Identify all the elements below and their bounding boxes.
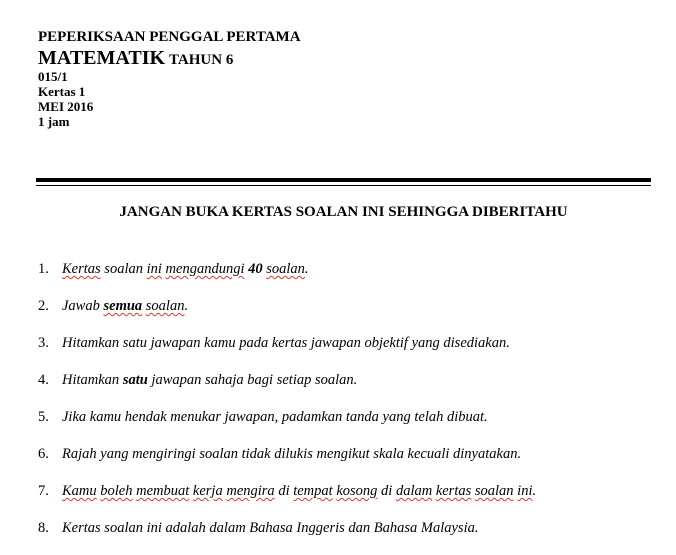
instruction-item — [38, 518, 536, 555]
instruction-word: di — [377, 483, 396, 499]
divider-thin — [36, 185, 651, 186]
instruction-item — [38, 407, 536, 444]
instruction-word: membuat — [136, 483, 190, 499]
emphasis-word: satu — [122, 372, 148, 388]
instruction-item — [38, 481, 536, 518]
instruction-text — [62, 261, 309, 277]
instruction-text: Jika kamu hendak menukar jawapan, padamkan tanda yang telah dibuat. — [62, 409, 488, 425]
instruction-word: dalam — [395, 483, 433, 499]
subject-line — [38, 48, 301, 70]
instruction-text — [62, 483, 536, 499]
exam-title: PEPERIKSAAN PENGGAL PERTAMA — [38, 29, 301, 45]
instruction-word: ini — [517, 483, 533, 499]
instruction-word: tempat — [293, 483, 333, 499]
instruction-word: . — [304, 261, 309, 277]
question-count: 40 — [248, 261, 263, 277]
instruction-number: 6. — [38, 446, 49, 462]
instruction-word: soalan — [266, 261, 305, 277]
emphasis-word: semua — [103, 298, 143, 314]
exam-header — [38, 30, 301, 130]
instruction-word: mengira — [226, 483, 275, 499]
instruction-word: soalan — [474, 483, 514, 499]
instruction-text — [62, 372, 357, 388]
instruction-word: kertas — [435, 483, 472, 499]
instruction-text: Kertas soalan ini adalah dalam Bahasa Inggeris dan Bahasa Malaysia. — [62, 520, 479, 536]
instruction-word: . — [532, 483, 537, 499]
instruction-item — [38, 444, 536, 481]
instruction-number: 3. — [38, 335, 49, 351]
instruction-number: 4. — [38, 372, 49, 388]
instruction-word: Kamu — [62, 483, 97, 499]
instruction-word: ini — [146, 261, 162, 277]
instruction-word: mengandungi — [165, 261, 245, 277]
instruction-word: kosong — [336, 483, 378, 499]
notice-heading: JANGAN BUKA KERTAS SOALAN INI SEHINGGA DIBERITAHU — [119, 204, 568, 220]
instruction-word: Jawab — [62, 298, 104, 314]
instruction-number: 2. — [38, 298, 49, 314]
instruction-number: 7. — [38, 483, 49, 499]
instruction-list — [38, 259, 536, 555]
instruction-word: boleh — [100, 483, 133, 499]
instruction-number: 8. — [38, 520, 49, 536]
instruction-word: soalan — [100, 261, 147, 277]
instruction-item — [38, 333, 536, 370]
instruction-item — [38, 370, 536, 407]
instruction-text — [62, 298, 188, 314]
exam-date: MEI 2016 — [38, 99, 94, 114]
instruction-number: 1. — [38, 261, 49, 277]
instruction-text: Hitamkan satu jawapan kamu pada kertas jawapan objektif yang disediakan. — [62, 335, 510, 351]
subject-name: MATEMATIK — [38, 47, 166, 69]
instruction-word: Kertas — [62, 261, 101, 277]
paper-number: Kertas 1 — [38, 84, 86, 99]
instruction-word: jawapan sahaja bagi setiap soalan. — [147, 372, 358, 388]
divider-thick — [36, 178, 651, 182]
instruction-word: kerja — [192, 483, 223, 499]
instruction-word: . — [184, 298, 189, 314]
subject-year: TAHUN 6 — [169, 52, 234, 68]
instruction-word: soalan — [145, 298, 185, 314]
paper-code: 015/1 — [38, 69, 68, 84]
instruction-word: di — [274, 483, 294, 499]
instruction-item — [38, 296, 536, 333]
instruction-number: 5. — [38, 409, 49, 425]
instruction-item — [38, 259, 536, 296]
instruction-text: Rajah yang mengiringi soalan tidak dilukis mengikut skala kecuali dinyatakan. — [62, 446, 522, 462]
instruction-word: Hitamkan — [62, 372, 123, 388]
exam-duration: 1 jam — [38, 114, 70, 129]
